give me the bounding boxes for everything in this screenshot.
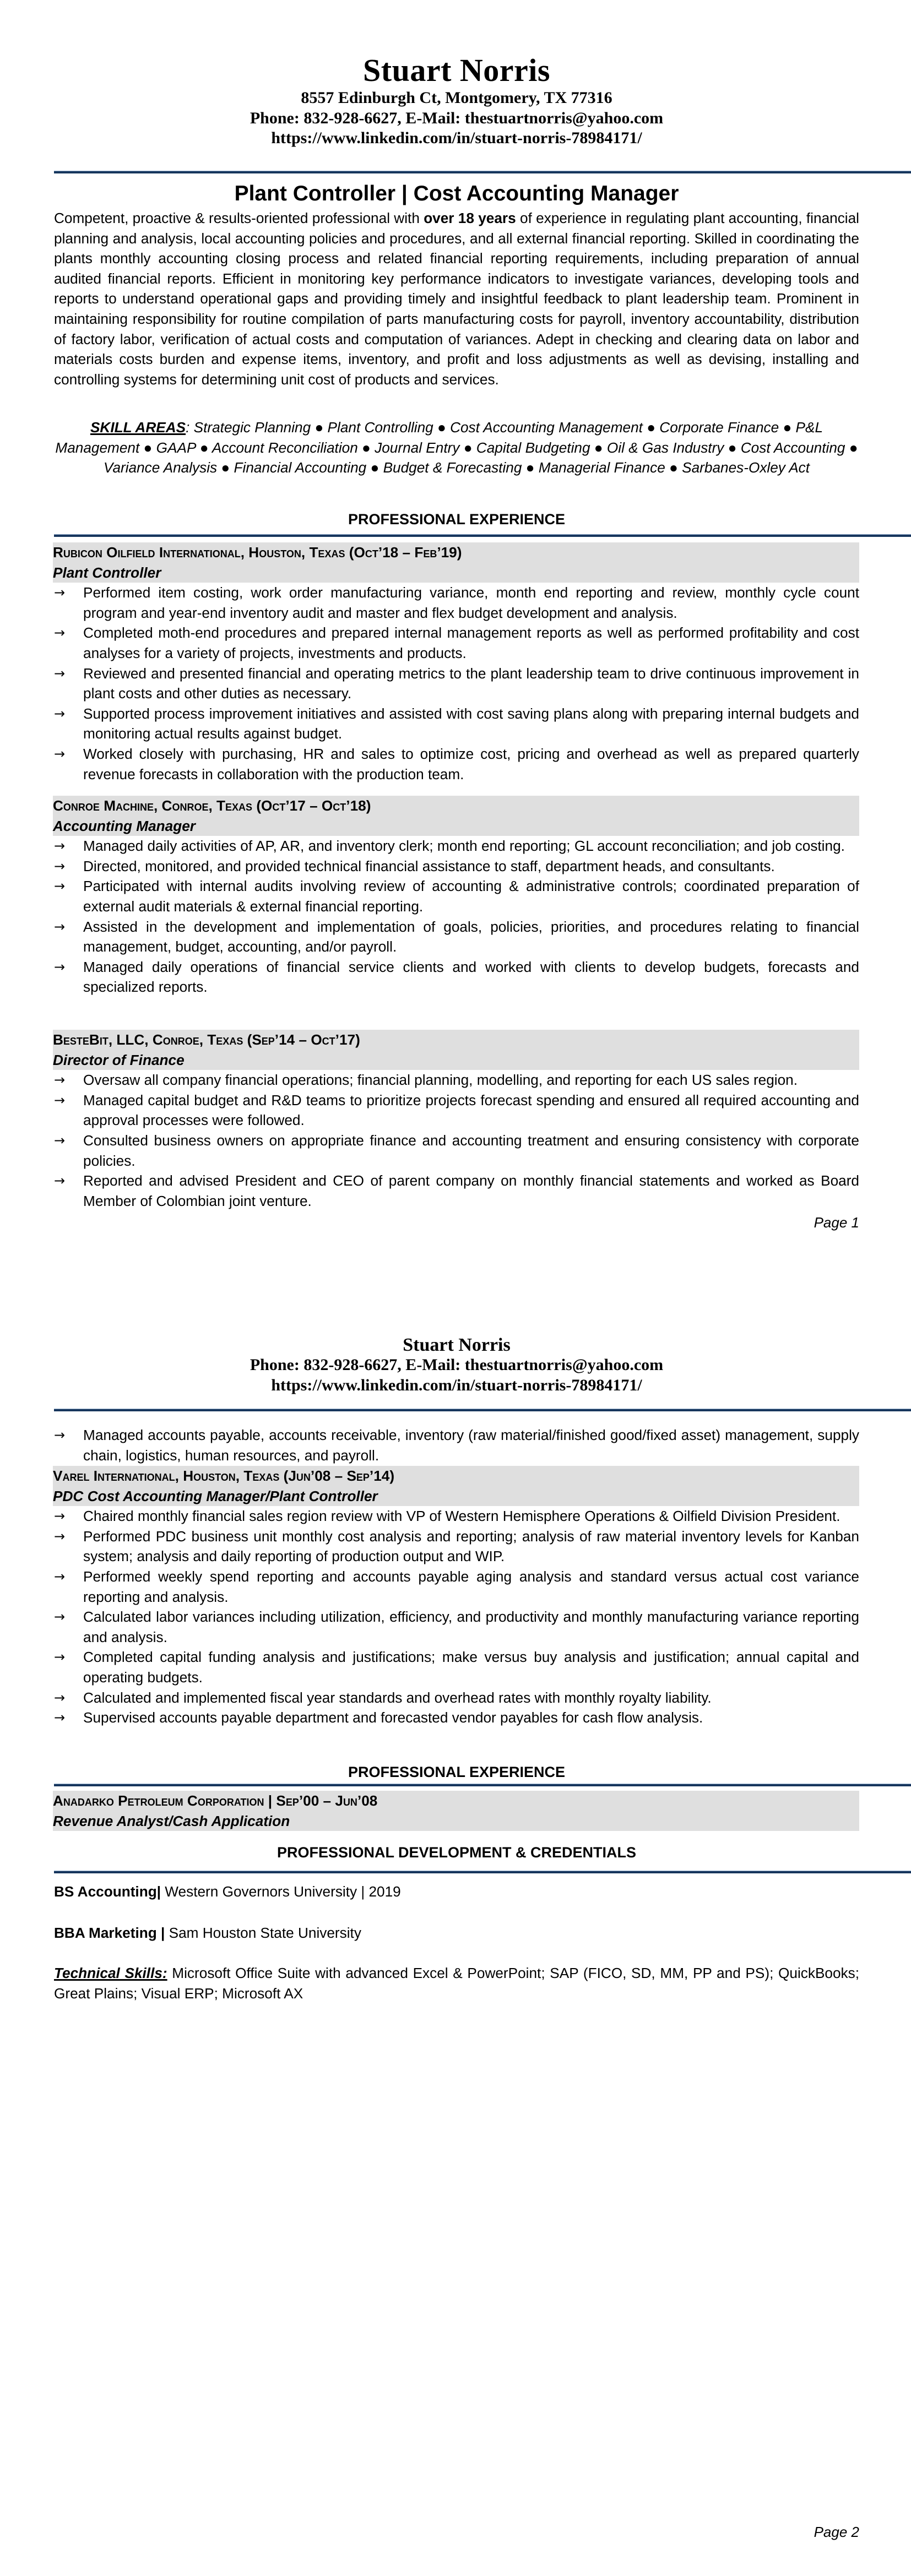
candidate-name: Stuart Norris <box>403 1335 511 1355</box>
list-item: → Consulted business owners on appropriate finance and accounting treatment and ensuring consistency with corporate policies. <box>54 1131 859 1171</box>
job-entry <box>54 1466 859 1728</box>
arrow-bullet-icon: → <box>54 585 66 601</box>
credential-degree: BS Accounting| <box>54 1883 161 1900</box>
header-rule <box>54 1409 911 1411</box>
resume-page-2 <box>0 1289 911 2576</box>
arrow-bullet-icon: → <box>54 1427 66 1443</box>
job-bullets <box>54 1070 859 1211</box>
list-item: → Managed accounts payable, accounts receivable, inventory (raw material/finished good/fixed asset) management, supply chain, logistics, human resources, and payroll. <box>54 1425 859 1465</box>
headline-title: Plant Controller | Cost Accounting Manager <box>234 182 679 205</box>
job-bullets <box>54 1506 859 1728</box>
list-item: → Managed capital budget and R&D teams to prioritize projects forecast spending and ensured all required accounting and approval processes were followed. <box>54 1090 859 1131</box>
job-entry <box>54 542 859 784</box>
list-item: → Reported and advised President and CEO of parent company on monthly financial statements and worked as Board Member of Colombian joint venture. <box>54 1171 859 1211</box>
section-rule <box>54 534 911 537</box>
skill-areas <box>54 417 859 478</box>
page2-header <box>54 1335 859 1395</box>
company-name: Anadarko Petroleum Corporation | Sep’00 – Jun’08 <box>53 1792 378 1809</box>
section-rule <box>54 1784 911 1786</box>
address: 8557 Edinburgh Ct, Montgomery, TX 77316 <box>301 89 612 107</box>
list-item: → Assisted in the development and implementation of goals, policies, priorities, and procedures relating to financial management, budget, accounting, and/or payroll. <box>54 917 859 957</box>
list-item: → Performed PDC business unit monthly cost analysis and reporting; analysis of raw material inventory levels for Kanban system; analysis and daily reporting of production output and WIP. <box>54 1526 859 1567</box>
arrow-bullet-icon: → <box>54 665 66 681</box>
arrow-bullet-icon: → <box>54 959 66 975</box>
list-item: → Oversaw all company financial operations; financial planning, modelling, and reporting for each US sales region. <box>54 1070 859 1090</box>
list-item: → Calculated labor variances including utilization, efficiency, and productivity and monthly manufacturing variance reporting and analysis. <box>54 1607 859 1647</box>
job-entry <box>54 1791 859 1831</box>
arrow-bullet-icon: → <box>54 1173 66 1189</box>
credential-detail: Sam Houston State University <box>165 1925 361 1941</box>
job-bullets <box>54 836 859 997</box>
skill-areas-label: SKILL AREAS <box>90 419 186 436</box>
arrow-bullet-icon: → <box>54 838 66 854</box>
list-item: → Reviewed and presented financial and operating metrics to the plant leadership team to drive continuous improvement in plant costs and other duties as necessary. <box>54 664 859 704</box>
summary-highlight: over 18 years <box>424 210 516 226</box>
list-item: → Managed daily activities of AP, AR, and inventory clerk; month end reporting; GL account reconciliation; and job costing. <box>54 836 859 856</box>
list-item: → Performed weekly spend reporting and accounts payable aging analysis and standard versus actual cost variance reporting and analysis. <box>54 1567 859 1607</box>
arrow-bullet-icon: → <box>54 1568 66 1584</box>
job-header-bar <box>53 796 859 836</box>
arrow-bullet-icon: → <box>54 746 66 762</box>
credential-item <box>54 1923 859 1943</box>
page-number: Page 2 <box>814 2524 859 2540</box>
job-role: Accounting Manager <box>53 817 196 834</box>
job-header-bar <box>53 1466 859 1506</box>
job-entry-continued <box>54 1425 859 1465</box>
summary-text-2: of experience in regulating plant accounting, financial planning and analysis, local accounting policies and procedures, and all external financial reporting. Skilled in coordinating the plants monthly accounting closing process and related financial reporting requirements, including preparation of annual audited financial reports. Efficient in monitoring key performance indicators to investigate variances, developing tools and reports to understand operational gaps and providing timely and insightful feedback to plant leadership team. Prominent in maintaining responsibility for routine compilation of parts manufacturing costs for payroll, inventory accountability, distribution of factory labor, verification of actual costs and computation of variances. Adept in checking and clearing data on labor and materials costs burden and expense items, inventory, and profit and loss adjustments as well as devising, installing and controlling systems for determining unit cost of products and services. <box>54 210 859 388</box>
technical-skills <box>54 1963 859 2003</box>
list-item: → Supported process improvement initiatives and assisted with cost saving plans along with preparing internal budgets and monitoring actual results against budget. <box>54 704 859 744</box>
section-title-credentials: PROFESSIONAL DEVELOPMENT & CREDENTIALS <box>276 1844 637 1861</box>
phone-email: Phone: 832-928-6627, E-Mail: thestuartnorris@yahoo.com <box>250 1356 664 1374</box>
list-item: → Completed moth-end procedures and prepared internal management reports as well as performed profitability and cost analyses for a variety of projects, investments and products. <box>54 623 859 663</box>
section-title-experience: PROFESSIONAL EXPERIENCE <box>348 511 566 528</box>
list-item: → Worked closely with purchasing, HR and sales to optimize cost, pricing and overhead as well as prepared quarterly revenue forecasts in collaboration with the production team. <box>54 744 859 784</box>
job-role: PDC Cost Accounting Manager/Plant Controller <box>53 1487 378 1504</box>
arrow-bullet-icon: → <box>54 1132 66 1148</box>
job-header-bar <box>53 1030 859 1070</box>
technical-skills-label: Technical Skills: <box>54 1965 167 1981</box>
job-entry <box>54 796 859 997</box>
list-item: → Performed item costing, work order manufacturing variance, month end reporting and review, monthly cycle count program and year-end inventory audit and master and flex budget development and analysis. <box>54 583 859 623</box>
job-bullets <box>54 583 859 784</box>
header-rule <box>54 171 911 173</box>
candidate-name: Stuart Norris <box>363 52 550 88</box>
list-item: → Supervised accounts payable department and forecasted vendor payables for cash flow analysis. <box>54 1708 859 1728</box>
summary-paragraph <box>54 208 859 389</box>
arrow-bullet-icon: → <box>54 1710 66 1726</box>
arrow-bullet-icon: → <box>54 1508 66 1524</box>
linkedin-url[interactable]: https://www.linkedin.com/in/stuart-norris-78984171/ <box>271 1376 642 1394</box>
job-entry <box>54 1030 859 1211</box>
arrow-bullet-icon: → <box>54 1649 66 1665</box>
summary-text-1: Competent, proactive & results-oriented professional with <box>54 210 424 226</box>
arrow-bullet-icon: → <box>54 1092 66 1108</box>
page-number: Page 1 <box>814 1214 859 1231</box>
list-item: → Calculated and implemented fiscal year standards and overhead rates with monthly royalty liability. <box>54 1688 859 1708</box>
page1-header <box>54 53 859 149</box>
company-name: Varel International, Houston, Texas (Jun’08 – Sep’14) <box>53 1468 395 1484</box>
list-item: → Directed, monitored, and provided technical financial assistance to staff, department heads, and consultants. <box>54 856 859 877</box>
arrow-bullet-icon: → <box>54 625 66 641</box>
arrow-bullet-icon: → <box>54 1072 66 1088</box>
job-header-bar <box>53 542 859 583</box>
arrow-bullet-icon: → <box>54 1689 66 1705</box>
credential-item <box>54 1882 859 1902</box>
arrow-bullet-icon: → <box>54 878 66 894</box>
list-item: → Chaired monthly financial sales region review with VP of Western Hemisphere Operations & Oilfield Division President. <box>54 1506 859 1526</box>
list-item: → Managed daily operations of financial service clients and worked with clients to develop budgets, forecasts and specialized reports. <box>54 957 859 997</box>
job-bullets <box>54 1425 859 1465</box>
job-role: Director of Finance <box>53 1051 185 1068</box>
technical-skills-list: Microsoft Office Suite with advanced Excel & PowerPoint; SAP (FICO, SD, MM, PP and PS); QuickBooks; Great Plains; Visual ERP; Microsoft AX <box>54 1965 860 2002</box>
list-item: → Participated with internal audits involving review of accounting & administrative controls; coordinated preparation of external audit materials & external financial reporting. <box>54 876 859 916</box>
section-rule <box>54 1871 911 1873</box>
arrow-bullet-icon: → <box>54 1609 66 1625</box>
company-name: Conroe Machine, Conroe, Texas (Oct’17 – Oct’18) <box>53 797 371 814</box>
section-title-experience: PROFESSIONAL EXPERIENCE <box>348 1764 566 1780</box>
company-name: BesteBit, LLC, Conroe, Texas (Sep’14 – Oct’17) <box>53 1031 360 1048</box>
company-name: Rubicon Oilfield International, Houston, Texas (Oct’18 – Feb’19) <box>53 544 462 561</box>
arrow-bullet-icon: → <box>54 1528 66 1544</box>
job-role: Plant Controller <box>53 564 161 581</box>
arrow-bullet-icon: → <box>54 858 66 874</box>
job-header-bar <box>53 1791 859 1831</box>
phone-email: Phone: 832-928-6627, E-Mail: thestuartnorris@yahoo.com <box>250 108 664 127</box>
credential-degree: BBA Marketing | <box>54 1925 165 1941</box>
arrow-bullet-icon: → <box>54 919 66 934</box>
job-role: Revenue Analyst/Cash Application <box>53 1812 290 1829</box>
linkedin-url[interactable]: https://www.linkedin.com/in/stuart-norris-78984171/ <box>271 129 642 147</box>
arrow-bullet-icon: → <box>54 705 66 721</box>
list-item: → Completed capital funding analysis and justifications; make versus buy analysis and justification; annual capital and operating budgets. <box>54 1647 859 1687</box>
credential-detail: Western Governors University | 2019 <box>161 1883 401 1900</box>
skill-areas-list: : Strategic Planning ● Plant Controlling ● Cost Accounting Management ● Corporate Finance ● P&L Management ● GAAP ● Account Reconciliation ● Journal Entry ● Capital Budgeting ● Oil & Gas Industry ● Cost Accounting ● Variance Analysis ● Financial Accounting ● Budget & Forecasting ● Managerial Finance ● Sarbanes-Oxley Act <box>55 419 858 476</box>
